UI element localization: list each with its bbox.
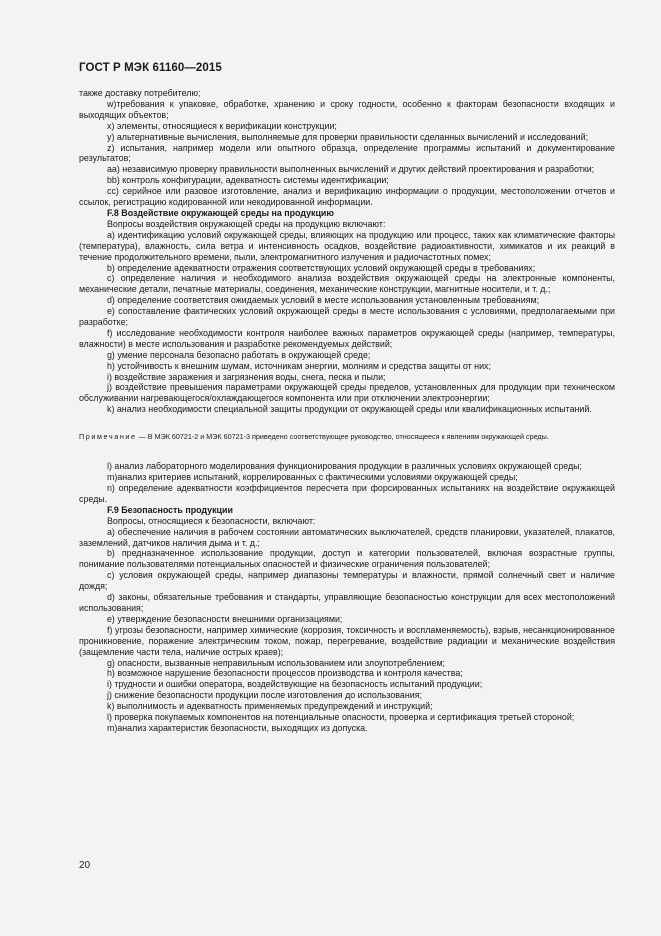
paragraph: b) определение адекватности отражения соответствующих условий окружающей среды в требованиях; (107, 262, 536, 273)
section-heading: F.8 Воздействие окружающей среды на продукцию (107, 207, 334, 218)
paragraph: bb) контроль конфигурации, адекватность системы идентификации; (107, 175, 389, 186)
note-text: — В МЭК 60721-2 и МЭК 60721-3 приведено соответствующее руководство, относящееся к явлениям окружающей среды. (136, 432, 549, 442)
paragraph: j) снижение безопасности продукции после изготовления до использования; (107, 690, 422, 701)
paragraph: d) законы, обязательные требования и стандарты, управляющие безопасностью конструкции для всех местоположений использования; (79, 592, 615, 613)
paragraph: c) определение наличия и необходимого анализа воздействия окружающей среды на электронные компоненты, механические детали, печатные материалы, соединения, механические конструкции, магнитные носители, и т. д.; (79, 273, 615, 295)
paragraph: y) альтернативные вычисления, выполняемые для проверки правильности сделанных вычислений и исследований; (107, 131, 589, 142)
paragraph: h) возможное нарушение безопасности процессов производства и контроля качества; (107, 668, 463, 679)
paragraph: e) утверждение безопасности внешними организациями; (107, 613, 343, 624)
paragraph: i) воздействие заражения и загрязнения воды, снега, песка и пыли; (107, 371, 386, 382)
paragraph: Вопросы воздействия окружающей среды на продукцию включают: (107, 218, 386, 229)
note (79, 432, 615, 442)
paragraph: а) идентификацию условий окружающей среды, влияющих на продукцию или процесс, таких как климатические факторы (температура), влажность, сила ветра и интенсивность осадков, воздействие радиоактивности, химикатов и их реакций в течение продолжительного времени, пыли, электромагнитного излучения и радиочастотных помех; (79, 229, 615, 262)
paragraph: g) умение персонала безопасно работать в окружающей среде; (107, 349, 371, 360)
paragraph: а) обеспечение наличия в рабочем состоянии автоматических выключателей, средств планировки, указателей, плакатов, заземлений, датчиков наличия дыма и т. д.; (79, 526, 615, 548)
paragraph: x) элементы, относящиеся к верификации конструкции; (107, 120, 337, 131)
page-header: ГОСТ Р МЭК 61160—2015 (79, 62, 222, 74)
page-body (79, 88, 615, 734)
paragraph: f) исследование необходимости контроля наиболее важных параметров окружающей среды (например, температуры, влажности) в месте использования и разработке рекомендуемых действий; (79, 327, 615, 349)
paragraph: m)анализ характеристик безопасности, выходящих из допуска. (107, 722, 368, 733)
paragraph: aa) независимую проверку правильности выполненных вычислений и других действий проектирования и разработки; (107, 164, 595, 175)
note-label: Примечание (79, 432, 137, 442)
paragraph: n) определение адекватности коэффициентов пересчета при форсированных испытаниях на воздействие окружающей среды. (79, 483, 615, 504)
paragraph: d) определение соответствия ожидаемых условий в месте использования установленным требованиям; (107, 295, 540, 306)
paragraph: f) угрозы безопасности, например химические (коррозия, токсичность и воспламеняемость), взрыв, несанкционированное проникновение, поражение электрическим током, пожар, перегревание, воздействие радиации и механические воздействия (защемление части тела, наличие острых краев); (79, 624, 615, 657)
paragraph: также доставку потребителю; (79, 88, 201, 98)
paragraph: k) анализ необходимости специальной защиты продукции от окружающей среды или квалификационных испытаний. (107, 404, 592, 415)
page-number: 20 (79, 860, 91, 871)
paragraph: g) опасности, вызванные неправильным использованием или злоупотреблением; (107, 657, 446, 668)
paragraph: l) проверка покупаемых компонентов на потенциальные опасности, проверка и сертификация третьей стороной; (107, 712, 575, 723)
paragraph: z) испытания, например модели или опытного образца, определение программы испытаний и документирование результатов; (79, 142, 615, 164)
paragraph: m)анализ критериев испытаний, коррелированных с фактическими условиями окружающей среды; (107, 472, 518, 483)
paragraph: c) условия окружающей среды, например диапазоны температуры и влажности, прямой солнечный свет и наличие дождя; (79, 570, 615, 592)
paragraph: j) воздействие превышения параметрами окружающей среды пределов, установленных для продукции при техническом обслуживании нагревающегося/охлаждающегося компонента или при отключении электроэнергии; (79, 382, 615, 404)
section-heading: F.9 Безопасность продукции (107, 504, 233, 515)
paragraph: h) устойчивость к внешним шумам, источникам энергии, молниям и средства защиты от них; (107, 360, 491, 371)
paragraph: Вопросы, относящиеся к безопасности, включают: (107, 515, 316, 526)
paragraph: w)требования к упаковке, обработке, хранению и сроку годности, особенно к факторам безопасности входящих и выходящих объектов; (79, 98, 615, 120)
paragraph: cc) серийное или разовое изготовление, анализ и верификацию информации о продукции, местоположении отчетов и ссылок, регистрацию кодированной или некодированной информации. (79, 186, 615, 208)
paragraph: e) сопоставление фактических условий окружающей среды в месте использования с условиями, предполагаемыми при разработке; (79, 306, 615, 328)
paragraph: b) предназначенное использование продукции, доступ и категории пользователей, включая возрастные группы, понимание пользователями потенциальных опасностей и физические ограничения пользователей; (79, 548, 615, 570)
paragraph: k) выполнимость и адекватность применяемых предупреждений и инструкций; (107, 701, 433, 712)
paragraph: l) анализ лабораторного моделирования функционирования продукции в различных условиях окружающей среды; (107, 461, 583, 472)
paragraph: i) трудности и ошибки оператора, воздействующие на безопасность испытаний продукции; (107, 679, 483, 690)
